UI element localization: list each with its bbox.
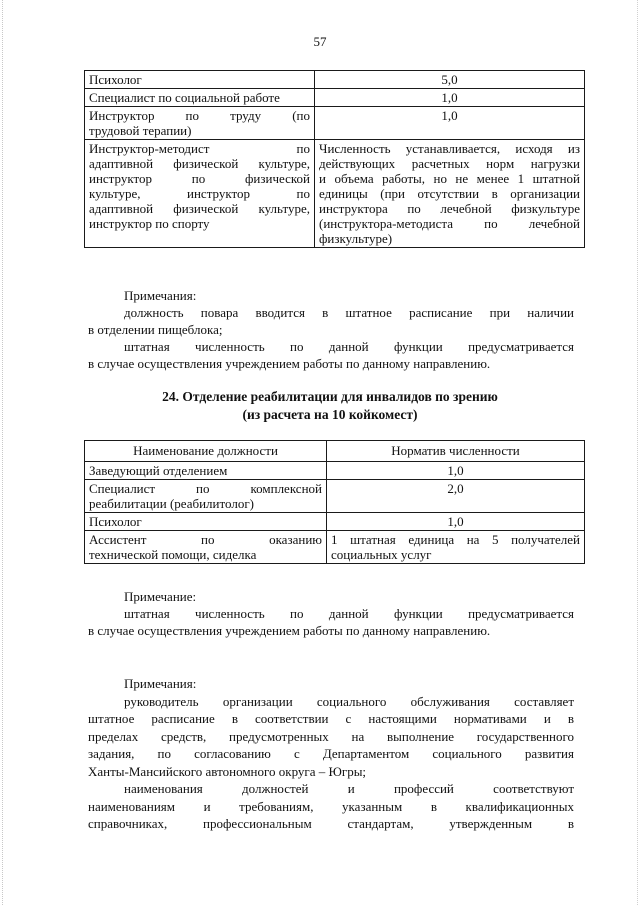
- position-cell: Заведующий отделением: [85, 462, 327, 480]
- notes-line: в отделении пищеблока;: [88, 322, 223, 337]
- cell-line: Численность устанавливается, исходя из: [319, 141, 580, 156]
- norm-cell: 5,0: [315, 71, 585, 89]
- notes-line: наименования должностей и профессий соответствуют: [124, 781, 574, 796]
- cell-line: инструктора по лечебной физкультуре: [319, 201, 580, 216]
- section-subtitle: (из расчета на 10 койкомест): [242, 407, 418, 422]
- norm-cell: 1,0: [327, 462, 585, 480]
- section-title: 24. Отделение реабилитации для инвалидов по зрению: [162, 389, 498, 404]
- norm-cell: [327, 531, 585, 564]
- cell-line: адаптивной физической культуре,: [89, 201, 310, 216]
- cell-line: реабилитации (реабилитолог): [89, 496, 254, 511]
- notes-line: должность повара вводится в штатное расписание при наличии: [124, 305, 574, 320]
- position-cell: [85, 531, 327, 564]
- norm-cell: 1,0: [315, 89, 585, 107]
- notes-line: пределах средств, предусмотренных на выполнение государственного: [88, 728, 574, 744]
- scan-right-edge: [631, 0, 638, 905]
- cell-line: физкультуре): [319, 231, 393, 246]
- norm-cell: [315, 140, 585, 248]
- column-header: Наименование должности: [85, 441, 327, 462]
- cell-line: социальных услуг: [331, 547, 432, 562]
- notes-line: в случае осуществления учреждением работы по данному направлению.: [88, 356, 491, 371]
- position-cell: Специалист по социальной работе: [85, 89, 315, 107]
- table-row: [85, 462, 585, 480]
- cell-line: действующих расчетных норм нагрузки: [319, 156, 580, 171]
- position-cell: [85, 107, 315, 140]
- table-row: [85, 71, 585, 89]
- norm-cell: 1,0: [327, 513, 585, 531]
- notes-line: в случае осуществления учреждением работы по данному направлению.: [88, 623, 491, 638]
- column-header: Норматив численности: [327, 441, 585, 462]
- cell-line: (инструктора-методиста по лечебной: [319, 216, 580, 231]
- notes-title: Примечание:: [124, 589, 197, 604]
- cell-line: Ассистент по оказанию: [89, 532, 322, 547]
- staffing-table-1: [84, 70, 585, 248]
- notes-block-1: [88, 287, 574, 372]
- notes-title: Примечания:: [124, 288, 197, 303]
- cell-line: 1 штатная единица на 5 получателей: [331, 532, 580, 547]
- table-row: [85, 140, 585, 248]
- cell-line: Инструктор по труду (по: [89, 108, 310, 123]
- position-cell: [85, 480, 327, 513]
- cell-line: технической помощи, сиделка: [89, 547, 257, 562]
- cell-line: адаптивной физической культуре,: [89, 156, 310, 171]
- cell-line: единицы (при отсутствии в организации: [319, 186, 580, 201]
- cell-line: Специалист по комплексной: [89, 481, 322, 496]
- table-row: [85, 531, 585, 564]
- cell-line: инструктор по спорту: [89, 216, 210, 231]
- position-cell: Психолог: [85, 513, 327, 531]
- cell-line: инструктор по физической: [89, 171, 310, 186]
- staffing-table-2: [84, 440, 585, 564]
- table-row: [85, 480, 585, 513]
- notes-block-3: [88, 675, 574, 833]
- norm-cell: 2,0: [327, 480, 585, 513]
- position-cell: Психолог: [85, 71, 315, 89]
- table-header-row: [85, 441, 585, 462]
- notes-line: руководитель организации социального обслуживания составляет: [124, 693, 574, 709]
- norm-cell: 1,0: [315, 107, 585, 140]
- page-number: 57: [313, 34, 327, 49]
- notes-line: штатная численность по данной функции предусматривается: [124, 606, 574, 621]
- notes-line: наименованиям и требованиям, указанным в квалификационных: [88, 798, 574, 814]
- notes-line: штатное расписание в соответствии с настоящими нормативами и в: [88, 711, 574, 726]
- notes-line: штатная численность по данной функции предусматривается: [124, 339, 574, 354]
- table-row: [85, 513, 585, 531]
- notes-line: Ханты-Мансийского автономного округа – Югры;: [88, 763, 367, 779]
- notes-line: справочниках, профессиональным стандартам, утвержденным в: [88, 816, 574, 831]
- cell-line: культуре, инструктор по: [89, 186, 310, 201]
- position-cell: [85, 140, 315, 248]
- cell-line: Инструктор-методист по: [89, 141, 310, 156]
- cell-line: и объема работы, но не менее 1 штатной: [319, 171, 580, 186]
- cell-line: трудовой терапии): [89, 123, 192, 138]
- table-row: [85, 107, 585, 140]
- notes-title: Примечания:: [124, 676, 197, 691]
- notes-block-2: [88, 588, 574, 639]
- section-heading: [88, 388, 572, 424]
- table-row: [85, 89, 585, 107]
- notes-line: задания, по согласованию с Департаментом социального развития: [88, 746, 574, 761]
- scan-left-edge: [2, 0, 9, 905]
